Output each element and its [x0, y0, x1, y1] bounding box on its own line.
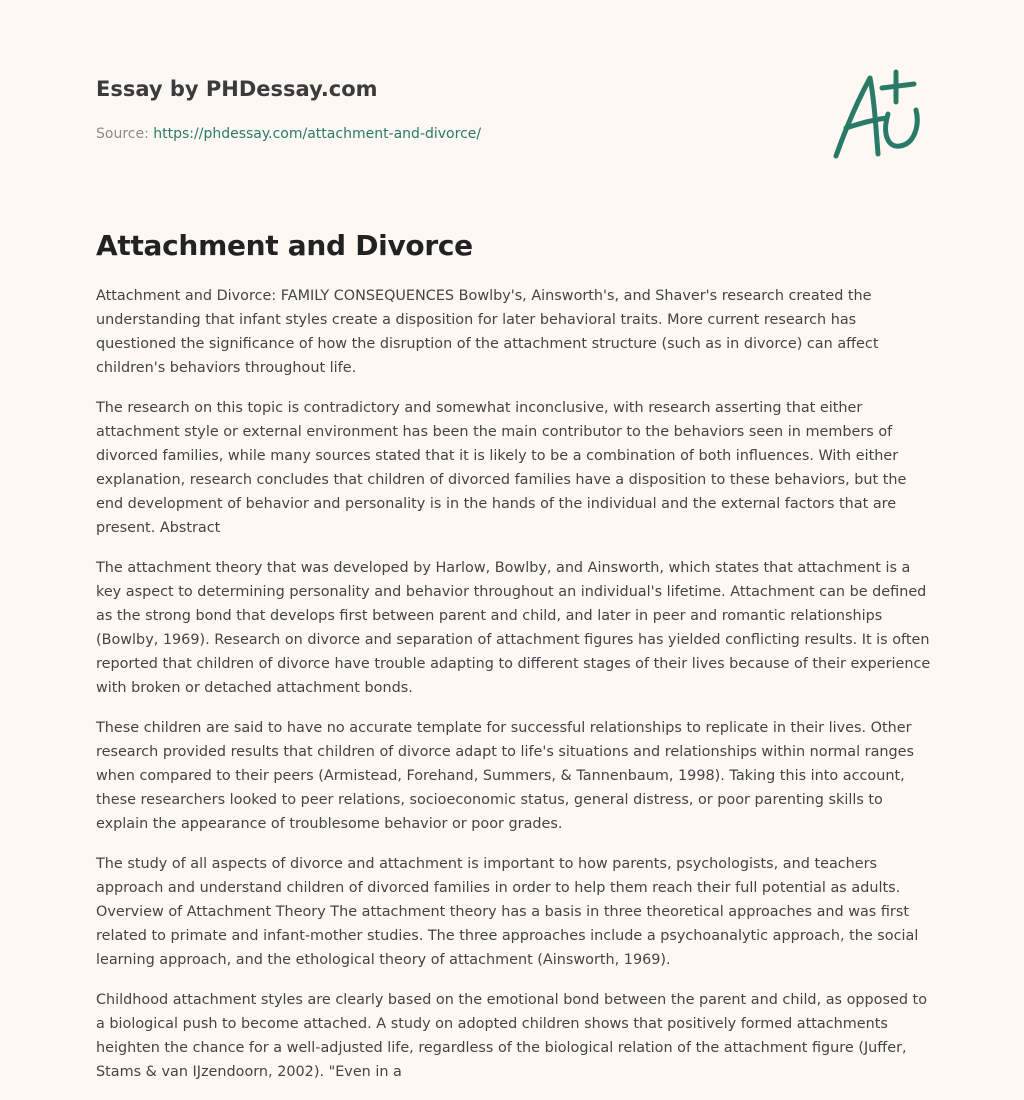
essay-paragraph: The study of all aspects of divorce and attachment is important to how parents, psychologists, and teachers approach and understand children of divorced families in order to help them reach their full potential as adults. Overview of Attachment Theory The attachment theory has a basis in three theoretical approaches and was first related to primate and infant-mother studies. The three approaches include a psychoanalytic approach, the social learning approach, and the ethological theory of attachment (Ainsworth, 1969). [96, 856, 919, 968]
essay-paragraph: The research on this topic is contradictory and somewhat inconclusive, with research asserting that either attachment style or external environment has been the main contributor to the behaviors seen in members of divorced families, while many sources stated that it is likely to be a combination of both influences. With either explanation, research concludes that children of divorced families have a disposition to these behaviors, but the end development of behavior and personality is in the hands of the individual and the external factors that are present. Abstract [96, 400, 907, 536]
source-line [96, 124, 928, 144]
site-brand: Essay by PHDessay.com [96, 77, 378, 101]
essay-title: Attachment and Divorce [96, 229, 473, 262]
page-header [96, 74, 928, 184]
essay-paragraph: These children are said to have no accurate template for successful relationships to replicate in their lives. Other research provided results that children of divorce adapt to life's situations and relationships within normal ranges when compared to their peers (Armistead, Forehand, Summers, & Tannenbaum, 1998). Taking this into account, these researchers looked to peer relations, socioeconomic status, general distress, or poor parenting skills to explain the appearance of troublesome behavior or poor grades. [96, 720, 914, 832]
source-link[interactable]: https://phdessay.com/attachment-and-divorce/ [153, 126, 482, 142]
a-plus-logo-icon [824, 68, 928, 164]
source-label: Source: [96, 126, 154, 142]
essay-paragraph: Attachment and Divorce: FAMILY CONSEQUENCES Bowlby's, Ainsworth's, and Shaver's research created the understanding that infant styles create a disposition for later behavioral traits. More current research has questioned the significance of how the disruption of the attachment structure (such as in divorce) can affect children's behaviors throughout life. [96, 288, 879, 376]
essay-body [96, 284, 932, 1100]
essay-paragraph: The attachment theory that was developed by Harlow, Bowlby, and Ainsworth, which states that attachment is a key aspect to determining personality and behavior throughout an individual's lifetime. Attachment can be defined as the strong bond that develops first between parent and child, and later in peer and romantic relationships (Bowlby, 1969). Research on divorce and separation of attachment figures has yielded conflicting results. It is often reported that children of divorce have trouble adapting to different stages of their lives because of their experience with broken or detached attachment bonds. [96, 560, 931, 696]
essay-paragraph: Childhood attachment styles are clearly based on the emotional bond between the parent and child, as opposed to a biological push to become attached. A study on adopted children shows that positively formed attachments heighten the chance for a well-adjusted life, regardless of the biological relation of the attachment figure (Juffer, Stams & van IJzendoorn, 2002). "Even in a [96, 992, 927, 1080]
